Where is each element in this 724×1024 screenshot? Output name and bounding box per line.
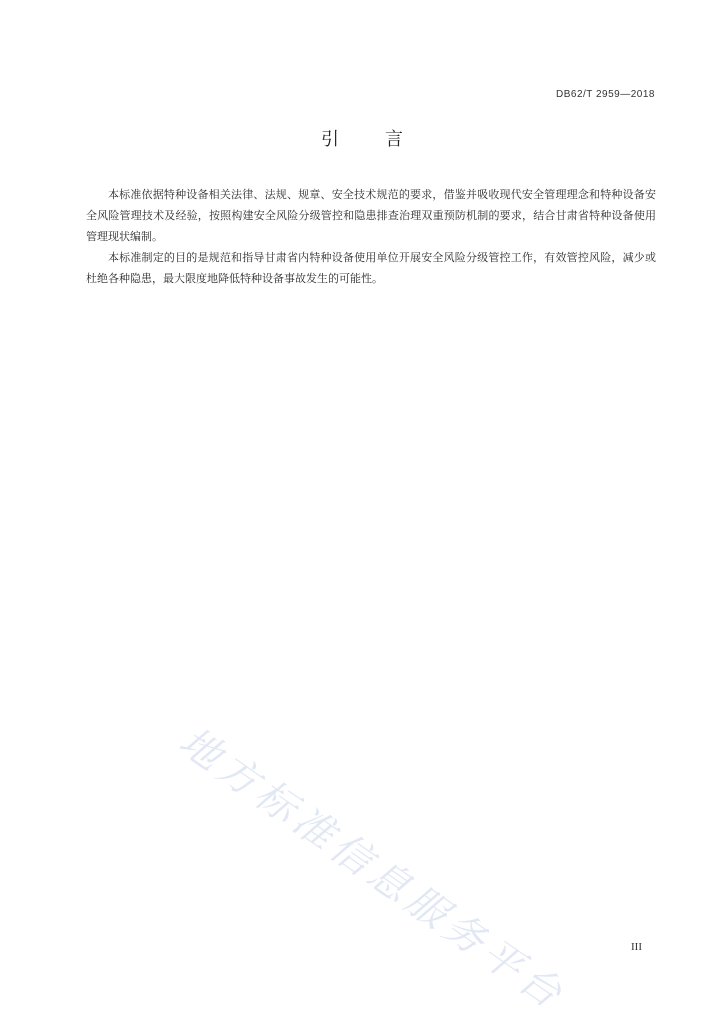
section-title: 引言 bbox=[321, 129, 449, 150]
paragraph-1: 本标准依据特种设备相关法律、法规、规章、安全技术规范的要求，借鉴并吸收现代安全管理理念和特种设备安全风险管理技术及经验，按照构建安全风险分级管控和隐患排查治理双重预防机制的要求，结合甘肃省特种设备使用管理现状编制。 bbox=[86, 188, 656, 243]
paragraph-2: 本标准制定的目的是规范和指导甘肃省内特种设备使用单位开展安全风险分级管控工作，有效管控风险，减少或杜绝各种隐患，最大限度地降低特种设备事故发生的可能性。 bbox=[86, 251, 656, 285]
page-number: III bbox=[631, 941, 642, 953]
document-code: DB62/T 2959—2018 bbox=[556, 89, 655, 100]
watermark: 地方标准信息服务平台 bbox=[170, 718, 574, 1021]
body-text bbox=[86, 184, 656, 289]
